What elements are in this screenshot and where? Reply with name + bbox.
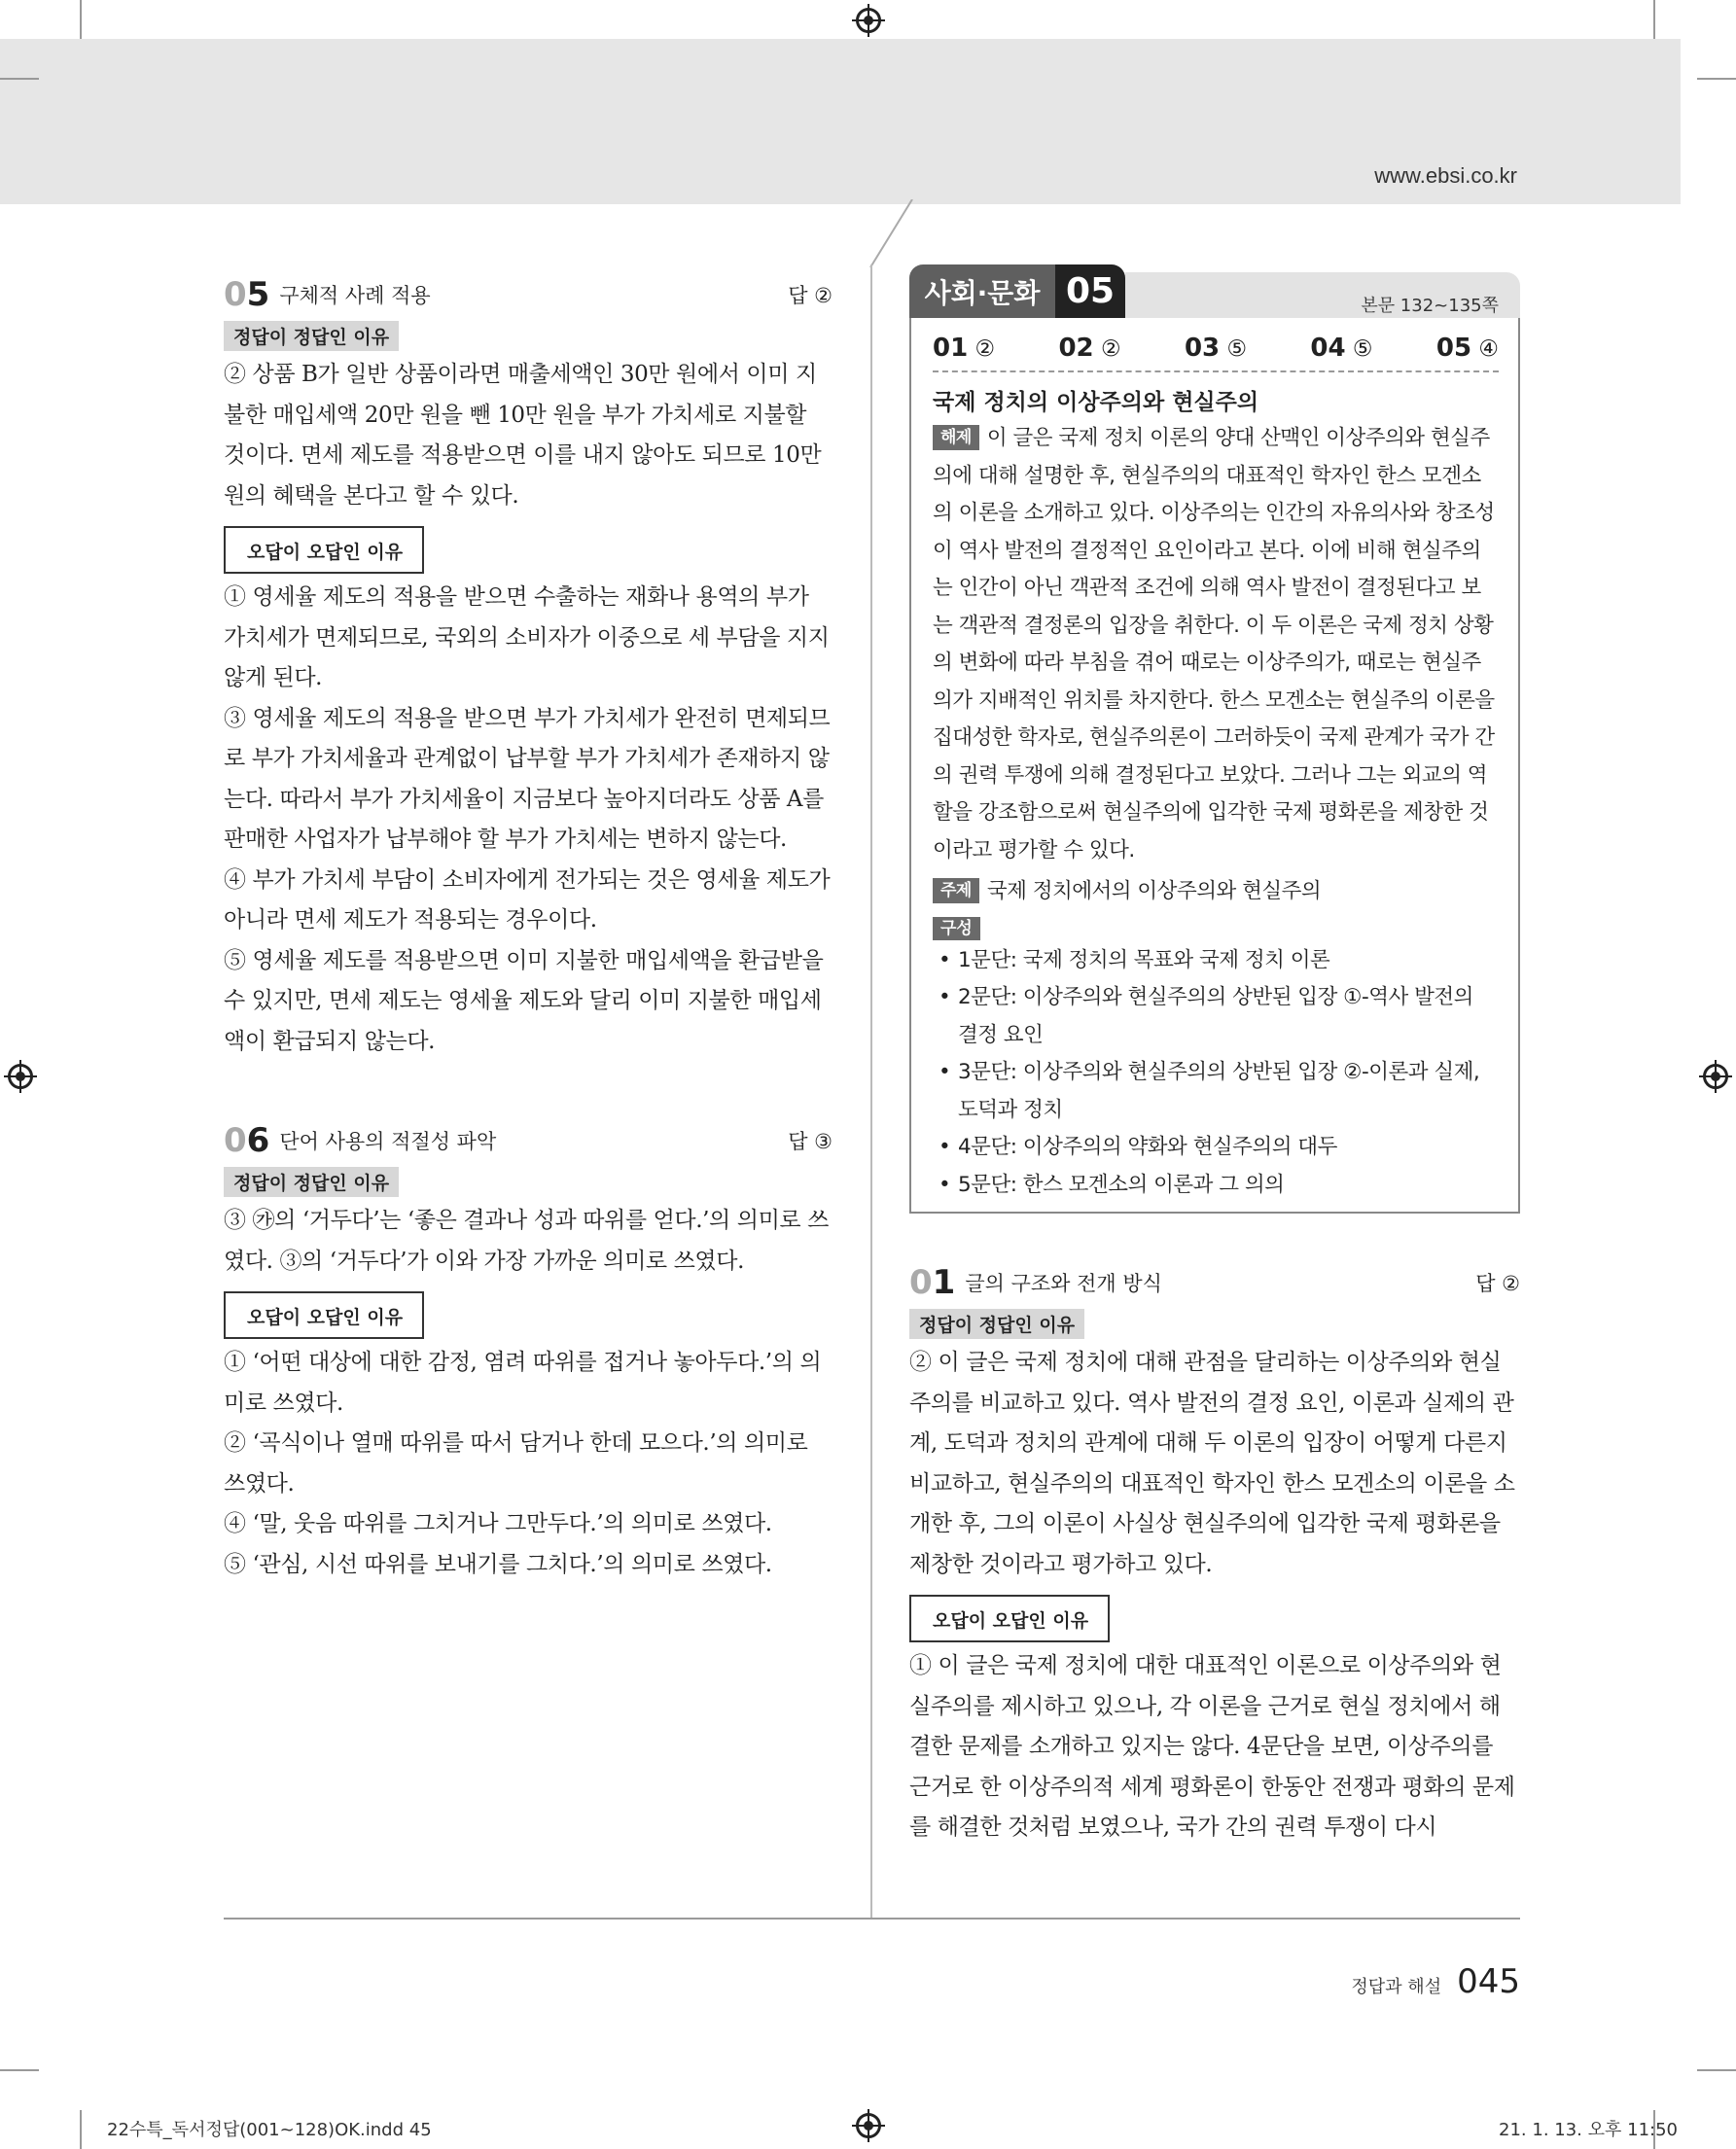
crop-mark [0, 78, 39, 80]
structure-item: • 1문단: 국제 정치의 목표와 국제 정치 이론 [933, 942, 1499, 980]
wrong-reason-item: ③ 영세율 제도의 적용을 받으면 부가 가치세가 완전히 면제되므로 부가 가치세율과 관계없이 납부할 부가 가치세가 존재하지 않는다. 따라서 부가 가치세율이 지금보다 높아지더라도 상품 A를 판매한 사업자가 납부해야 할 부가 가치세는 변하지 않는다. [224, 705, 831, 852]
wrong-reason-item: ⑤ ‘관심, 시선 따위를 보내기를 그치다.’의 의미로 쓰였다. [224, 1551, 772, 1577]
section-tab-strip [1125, 272, 1520, 318]
haeje-text: 이 글은 국제 정치 이론의 양대 산맥인 이상주의와 현실주의에 대해 설명한 후, 현실주의의 대표적인 학자인 한스 모겐소의 이론을 소개하고 있다. 이상주의는 인간의 자유의사와 창조성이 역사 발전의 결정적인 요인이라고 본다. 이에 비해 현실주의는 인간이 아닌 객관적 조건에 의해 역사 발전이 결정된다고 보는 객관적 결정론의 입장을 취한다. 이 두 이론은 국제 정치 상황의 변화에 따라 부침을 겪어 때로는 이상주의가, 때로는 현실주의가 지배적인 위치를 차지한다. 한스 모겐소는 현실주의 이론을 집대성한 학자로, 현실주의론이 그러하듯이 국제 관계가 국가 간의 권력 투쟁에 의해 결정된다고 보았다. 그러나 그는 외교의 역할을 강조함으로써 현실주의에 입각한 국제 평화론을 제창한 것이라고 평가할 수 있다. [933, 426, 1495, 863]
registration-mark-icon [1703, 1064, 1728, 1089]
structure-item: • 3문단: 이상주의와 현실주의의 상반된 입장 ②-이론과 실제, 도덕과 정치 [933, 1054, 1499, 1129]
correct-reason-text: ③ ㉮의 ‘거두다’는 ‘좋은 결과나 성과 따위를 얻다.’의 의미로 쓰였다. ③의 ‘거두다’가 이와 가장 가까운 의미로 쓰였다. [224, 1208, 829, 1274]
site-url[interactable]: www.ebsi.co.kr [1374, 163, 1517, 188]
wrong-reason-tag: 오답이 오답인 이유 [909, 1595, 1110, 1642]
crop-mark [1697, 2069, 1736, 2071]
footer-rule [224, 1918, 1520, 1920]
question-title: 단어 사용의 적절성 파악 [279, 1130, 497, 1153]
juje-paragraph [933, 873, 1499, 911]
answer-key-item: 05 ④ [1435, 334, 1499, 363]
correct-reason-text: ② 이 글은 국제 정치에 대해 관점을 달리하는 이상주의와 현실주의를 비교하고 있다. 역사 발전의 결정 요인, 이론과 실제의 관계, 도덕과 정치의 관계에 대해 두 이론의 입장이 어떻게 다른지 비교하고, 현실주의의 대표적인 학자인 한스 모겐소의 이론을 소개한 후, 그의 이론이 사실상 현실주의에 입각한 국제 평화론을 제창한 것이라고 평가하고 있다. [909, 1350, 1515, 1577]
answer-label: 답 ② [1475, 1272, 1520, 1295]
wrong-reason-item: ② ‘곡식이나 열매 따위를 따서 담거나 한데 모으다.’의 의미로 쓰였다. [224, 1430, 808, 1497]
question-title: 구체적 사례 적용 [279, 284, 431, 307]
crop-mark [80, 2110, 82, 2149]
section-number: 05 [1055, 264, 1125, 318]
gusung-label: 구성 [933, 917, 980, 940]
question-number: 06 [224, 1121, 270, 1160]
juje-label: 주제 [933, 878, 979, 903]
question-06-header [224, 1116, 833, 1160]
structure-list [933, 942, 1499, 1205]
slug-file: 22수특_독서정답(001~128)OK.indd 45 [107, 2120, 432, 2140]
wrong-reason-item: ⑤ 영세율 제도를 적용받으면 이미 지불한 매입세액을 환급받을 수 있지만, 면세 제도는 영세율 제도와 달리 이미 지불한 매입세액이 환급되지 않는다. [224, 947, 824, 1054]
wrong-reason-item: ④ 부가 가치세 부담이 소비자에게 전가되는 것은 영세율 제도가 아니라 면세 제도가 적용되는 경우이다. [224, 866, 831, 933]
left-column [224, 270, 833, 1585]
page-range: 본문 132~135쪽 [1361, 296, 1499, 316]
registration-mark-icon [856, 8, 881, 33]
section-tabs [909, 264, 1520, 318]
answer-key-row [933, 328, 1499, 372]
crop-mark [1697, 78, 1736, 80]
correct-reason-tag: 정답이 정답인 이유 [224, 1167, 399, 1197]
question-number: 05 [224, 275, 270, 314]
column-divider [870, 264, 872, 1918]
haeje-paragraph [933, 420, 1499, 869]
wrong-reason-tag: 오답이 오답인 이유 [224, 1291, 424, 1339]
header-fold-line [866, 199, 914, 277]
passage-title: 국제 정치의 이상주의와 현실주의 [933, 390, 1259, 415]
wrong-reason-text: ① 이 글은 국제 정치에 대한 대표적인 이론으로 이상주의와 현실주의를 제시하고 있으나, 각 이론을 근거로 현실 정치에서 해결한 문제를 소개하고 있지는 않다. 4문단을 보면, 이상주의를 근거로 한 이상주의적 세계 평화론이 한동안 전쟁과 평화의 문제를 해결한 것처럼 보였으나, 국가 간의 권력 투쟁이 다시 [909, 1653, 1515, 1840]
answer-label: 답 ② [788, 284, 833, 307]
answer-label: 답 ③ [788, 1130, 833, 1153]
answer-key-item: 01 ② [933, 334, 996, 363]
crop-mark [0, 2069, 39, 2071]
section-subject: 사회·문화 [909, 264, 1055, 318]
answer-key-item: 04 ⑤ [1310, 334, 1373, 363]
wrong-reason-item: ① ‘어떤 대상에 대한 감정, 염려 따위를 접거나 놓아두다.’의 의미로 쓰였다. [224, 1350, 822, 1416]
right-column [909, 264, 1520, 1849]
correct-reason-tag: 정답이 정답인 이유 [909, 1309, 1084, 1339]
registration-mark-icon [856, 2113, 881, 2138]
correct-reason-text: ② 상품 B가 일반 상품이라면 매출세액인 30만 원에서 이미 지불한 매입세액 20만 원을 뺀 10만 원을 부가 가치세로 지불할 것이다. 면세 제도를 적용받으면 이를 내지 않아도 되므로 10만 원의 혜택을 본다고 할 수 있다. [224, 362, 822, 509]
structure-item: • 4문단: 이상주의의 약화와 현실주의의 대두 [933, 1129, 1499, 1167]
answer-key-item: 03 ⑤ [1184, 334, 1248, 363]
question-01-header [909, 1258, 1520, 1302]
footer-label: 정답과 해설 [1351, 1977, 1442, 1997]
crop-mark [80, 0, 82, 39]
slug-date: 21. 1. 13. 오후 11:50 [1499, 2120, 1678, 2140]
structure-item: • 2문단: 이상주의와 현실주의의 상반된 입장 ①-역사 발전의 결정 요인 [933, 979, 1499, 1054]
structure-item: • 5문단: 한스 모겐소의 이론과 그 의의 [933, 1167, 1499, 1205]
question-number: 01 [909, 1263, 956, 1302]
page-number-value: 045 [1457, 1962, 1520, 2001]
registration-mark-icon [8, 1064, 33, 1089]
answer-summary-box [909, 318, 1520, 1214]
wrong-reason-item: ① 영세율 제도의 적용을 받으면 수출하는 재화나 용역의 부가 가치세가 면제되므로, 국외의 소비자가 이중으로 세 부담을 지지 않게 된다. [224, 584, 830, 690]
juje-text: 국제 정치에서의 이상주의와 현실주의 [986, 879, 1322, 903]
question-title: 글의 구조와 전개 방식 [965, 1272, 1162, 1295]
page-number [1351, 1962, 1520, 2001]
question-05-header [224, 270, 833, 314]
answer-key-item: 02 ② [1058, 334, 1121, 363]
crop-mark [1653, 0, 1655, 39]
wrong-reason-item: ④ ‘말, 웃음 따위를 그치거나 그만두다.’의 의미로 쓰였다. [224, 1511, 772, 1536]
correct-reason-tag: 정답이 정답인 이유 [224, 321, 399, 351]
wrong-reason-tag: 오답이 오답인 이유 [224, 526, 424, 574]
haeje-label: 해제 [933, 425, 979, 450]
